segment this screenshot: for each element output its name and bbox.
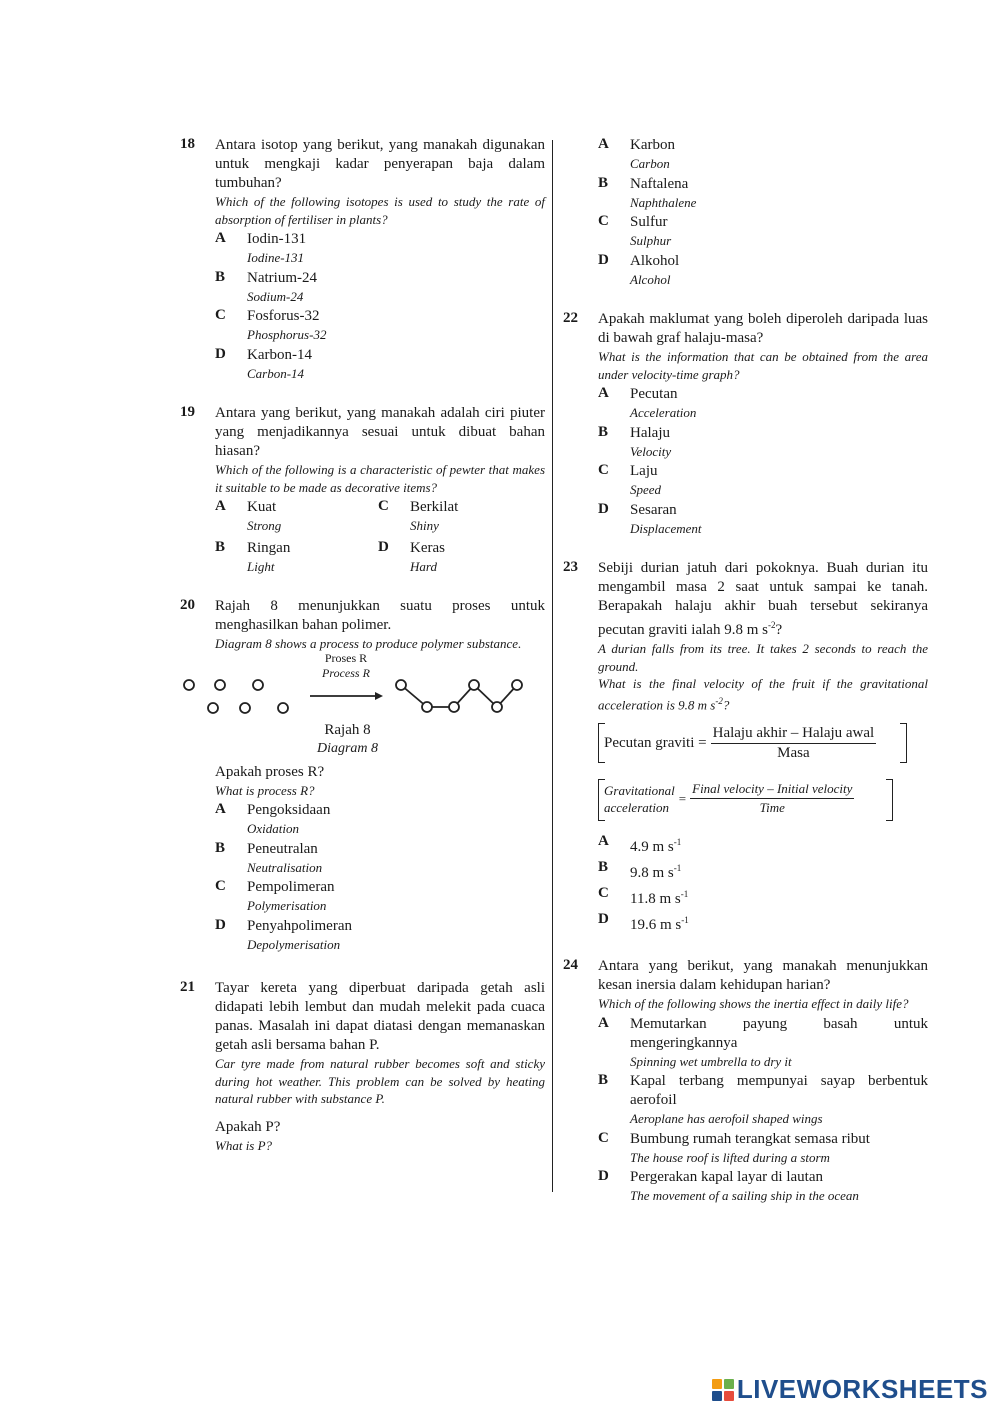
option-b[interactable]: B Natrium-24 Sodium-24 bbox=[215, 268, 317, 304]
question-text-ms: Rajah 8 menunjukkan suatu proses untuk menghasilkan bahan polimer. bbox=[215, 598, 545, 633]
option-b[interactable]: B Ringan Light bbox=[215, 538, 291, 574]
option-a[interactable]: A Iodin-131 Iodine-131 bbox=[215, 230, 307, 265]
options-grid bbox=[215, 496, 545, 575]
question-text-en-2: What is the final velocity of the fruit if the gravitational acceleration is 9.8 m $s^{-2}$? bbox=[598, 676, 928, 712]
option-d[interactable]: D Pergerakan kapal layar di lautan The movement of a sailing ship in the ocean bbox=[598, 1168, 859, 1204]
option-b[interactable]: B Naftalena Naphthalene bbox=[598, 174, 697, 210]
option-d[interactable]: D Alkohol Alcohol bbox=[598, 251, 680, 287]
question-22 bbox=[563, 310, 928, 537]
question-text-ms: Sebiji durian jatuh dari pokoknya. Buah durian itu mengambil masa 2 saat untuk sampai ke tanah. Berapakah halaju akhir buah tersebut sekiranya pecutan graviti ialah 9.8 m $s^{-2}$? bbox=[598, 560, 928, 638]
question-text-en: What is the information that can be obtained from the area under velocity-time graph? bbox=[598, 349, 928, 382]
question-text-ms: Apakah maklumat yang boleh diperoleh daripada luas di bawah graf halaju-masa? bbox=[598, 311, 928, 346]
question-number: 20 bbox=[180, 597, 195, 613]
option-b[interactable]: B 9.8 m $s^{-1}$ bbox=[598, 859, 682, 882]
question-23 bbox=[563, 559, 928, 935]
question-text-ms: Tayar kereta yang diperbuat daripada getah asli didapati lebih lembut dan mudah melekit pada cuaca panas. Masalah ini dapat diatasi dengan memanaskan getah asli bersama bahan P. bbox=[215, 980, 545, 1053]
monomer bbox=[208, 703, 218, 713]
option-c[interactable]: C 11.8 m $s^{-1}$ bbox=[598, 885, 689, 908]
question-text-en: Which of the following isotopes is used to study the rate of absorption of fertiliser in plants? bbox=[215, 194, 545, 227]
question-text-en-1: A durian falls from its tree. It takes 2 seconds to reach the ground. bbox=[598, 641, 928, 674]
option-a[interactable]: A Pecutan Acceleration bbox=[598, 385, 697, 420]
ask-text-en: What is P? bbox=[215, 1137, 273, 1153]
question-text-ms: Antara isotop yang berikut, yang manakah digunakan untuk mengkaji kadar penyerapan baja dalam tumbuhan? bbox=[215, 137, 545, 191]
monomer bbox=[184, 680, 194, 690]
arrow-label: Proses R Process R bbox=[322, 650, 370, 680]
option-c[interactable]: C Pempolimeran Polymerisation bbox=[215, 878, 335, 913]
column-divider bbox=[552, 140, 553, 1192]
monomer bbox=[240, 703, 250, 713]
ask-text-en: What is process R? bbox=[215, 782, 315, 798]
monomer bbox=[253, 680, 263, 690]
formula-en: Gravitational acceleration = $\frac{\text{Final velocity – Initial velocity}}{\text{Time}}$ bbox=[598, 779, 894, 823]
option-c[interactable]: C Laju Speed bbox=[598, 462, 662, 497]
question-text-ms: Antara yang berikut, yang manakah menunjukkan kesan inersia dalam kehidupan harian? bbox=[598, 958, 928, 994]
ask-text-ms: Apakah P? bbox=[215, 1118, 281, 1135]
question-24 bbox=[563, 957, 928, 1205]
option-b[interactable]: B Halaju Velocity bbox=[598, 423, 672, 459]
left-column bbox=[180, 136, 545, 1154]
option-c[interactable]: C Sulfur Sulphur bbox=[598, 213, 672, 248]
option-d[interactable]: D Karbon-14 Carbon-14 bbox=[215, 345, 312, 381]
option-d[interactable]: D 19.6 m $s^{-1}$ bbox=[598, 911, 689, 934]
logo-grid-icon bbox=[712, 1379, 734, 1401]
question-number: 19 bbox=[180, 404, 195, 420]
question-text-en: Which of the following shows the inertia effect in daily life? bbox=[598, 996, 909, 1012]
liveworksheets-logo[interactable] bbox=[712, 1374, 988, 1405]
option-d[interactable]: D Sesaran Displacement bbox=[598, 500, 702, 536]
option-a[interactable]: A Memutarkan payung basah untuk mengeringkannya Spinning wet umbrella to dry it bbox=[598, 1014, 928, 1069]
logo-text: LIVEWORKSHEETS bbox=[736, 1374, 988, 1404]
question-20 bbox=[180, 597, 545, 953]
formula-ms: Pecutan graviti = $\frac{\text{Halaju akhir – Halaju awal}}{\text{Masa}}$ bbox=[598, 723, 908, 765]
monomer bbox=[278, 703, 288, 713]
question-number: 22 bbox=[563, 310, 578, 326]
polymer-diagram bbox=[165, 650, 545, 763]
option-c[interactable]: C Fosforus-32 Phosphorus-32 bbox=[215, 307, 327, 342]
diagram-caption: Rajah 8 Diagram 8 bbox=[316, 721, 379, 756]
question-number: 21 bbox=[180, 979, 195, 995]
question-text-en: Car tyre made from natural rubber becomes soft and sticky during hot weather. This problem can be solved by heating natural rubber with substance P. bbox=[215, 1056, 545, 1106]
question-21-options bbox=[598, 136, 928, 288]
right-column bbox=[563, 136, 928, 1205]
question-18 bbox=[180, 136, 545, 382]
option-a[interactable]: A Karbon Carbon bbox=[598, 136, 675, 171]
option-a[interactable]: A 4.9 m $s^{-1}$ bbox=[598, 833, 682, 856]
option-c[interactable]: C Berkilat Shiny bbox=[378, 498, 459, 533]
question-text-en: Which of the following is a characteristic of pewter that makes it suitable to be made as decorative items? bbox=[215, 462, 545, 495]
question-number: 18 bbox=[180, 136, 195, 152]
option-a[interactable]: A Pengoksidaan Oxidation bbox=[215, 801, 331, 836]
question-number: 24 bbox=[563, 957, 578, 974]
question-number: 23 bbox=[563, 559, 578, 575]
option-c[interactable]: C Bumbung rumah terangkat semasa ribut The house roof is lifted during a storm bbox=[598, 1129, 870, 1165]
option-d[interactable]: D Keras Hard bbox=[378, 538, 445, 574]
question-19 bbox=[180, 404, 545, 575]
ask-text-ms: Apakah proses R? bbox=[215, 763, 325, 780]
option-b[interactable]: B Kapal terbang mempunyai sayap berbentuk aerofoil Aeroplane has aerofoil shaped wings bbox=[598, 1072, 928, 1127]
question-text-en: Diagram 8 shows a process to produce polymer substance. bbox=[215, 636, 522, 651]
monomer bbox=[215, 680, 225, 690]
option-b[interactable]: B Peneutralan Neutralisation bbox=[215, 839, 323, 875]
question-text-ms: Antara yang berikut, yang manakah adalah ciri piuter yang menjadikannya sesuai untuk dibuat bahan hiasan? bbox=[215, 405, 545, 459]
option-a[interactable]: A Kuat Strong bbox=[215, 498, 282, 533]
question-21 bbox=[180, 979, 545, 1154]
option-d[interactable]: D Penyahpolimeran Depolymerisation bbox=[215, 916, 352, 952]
